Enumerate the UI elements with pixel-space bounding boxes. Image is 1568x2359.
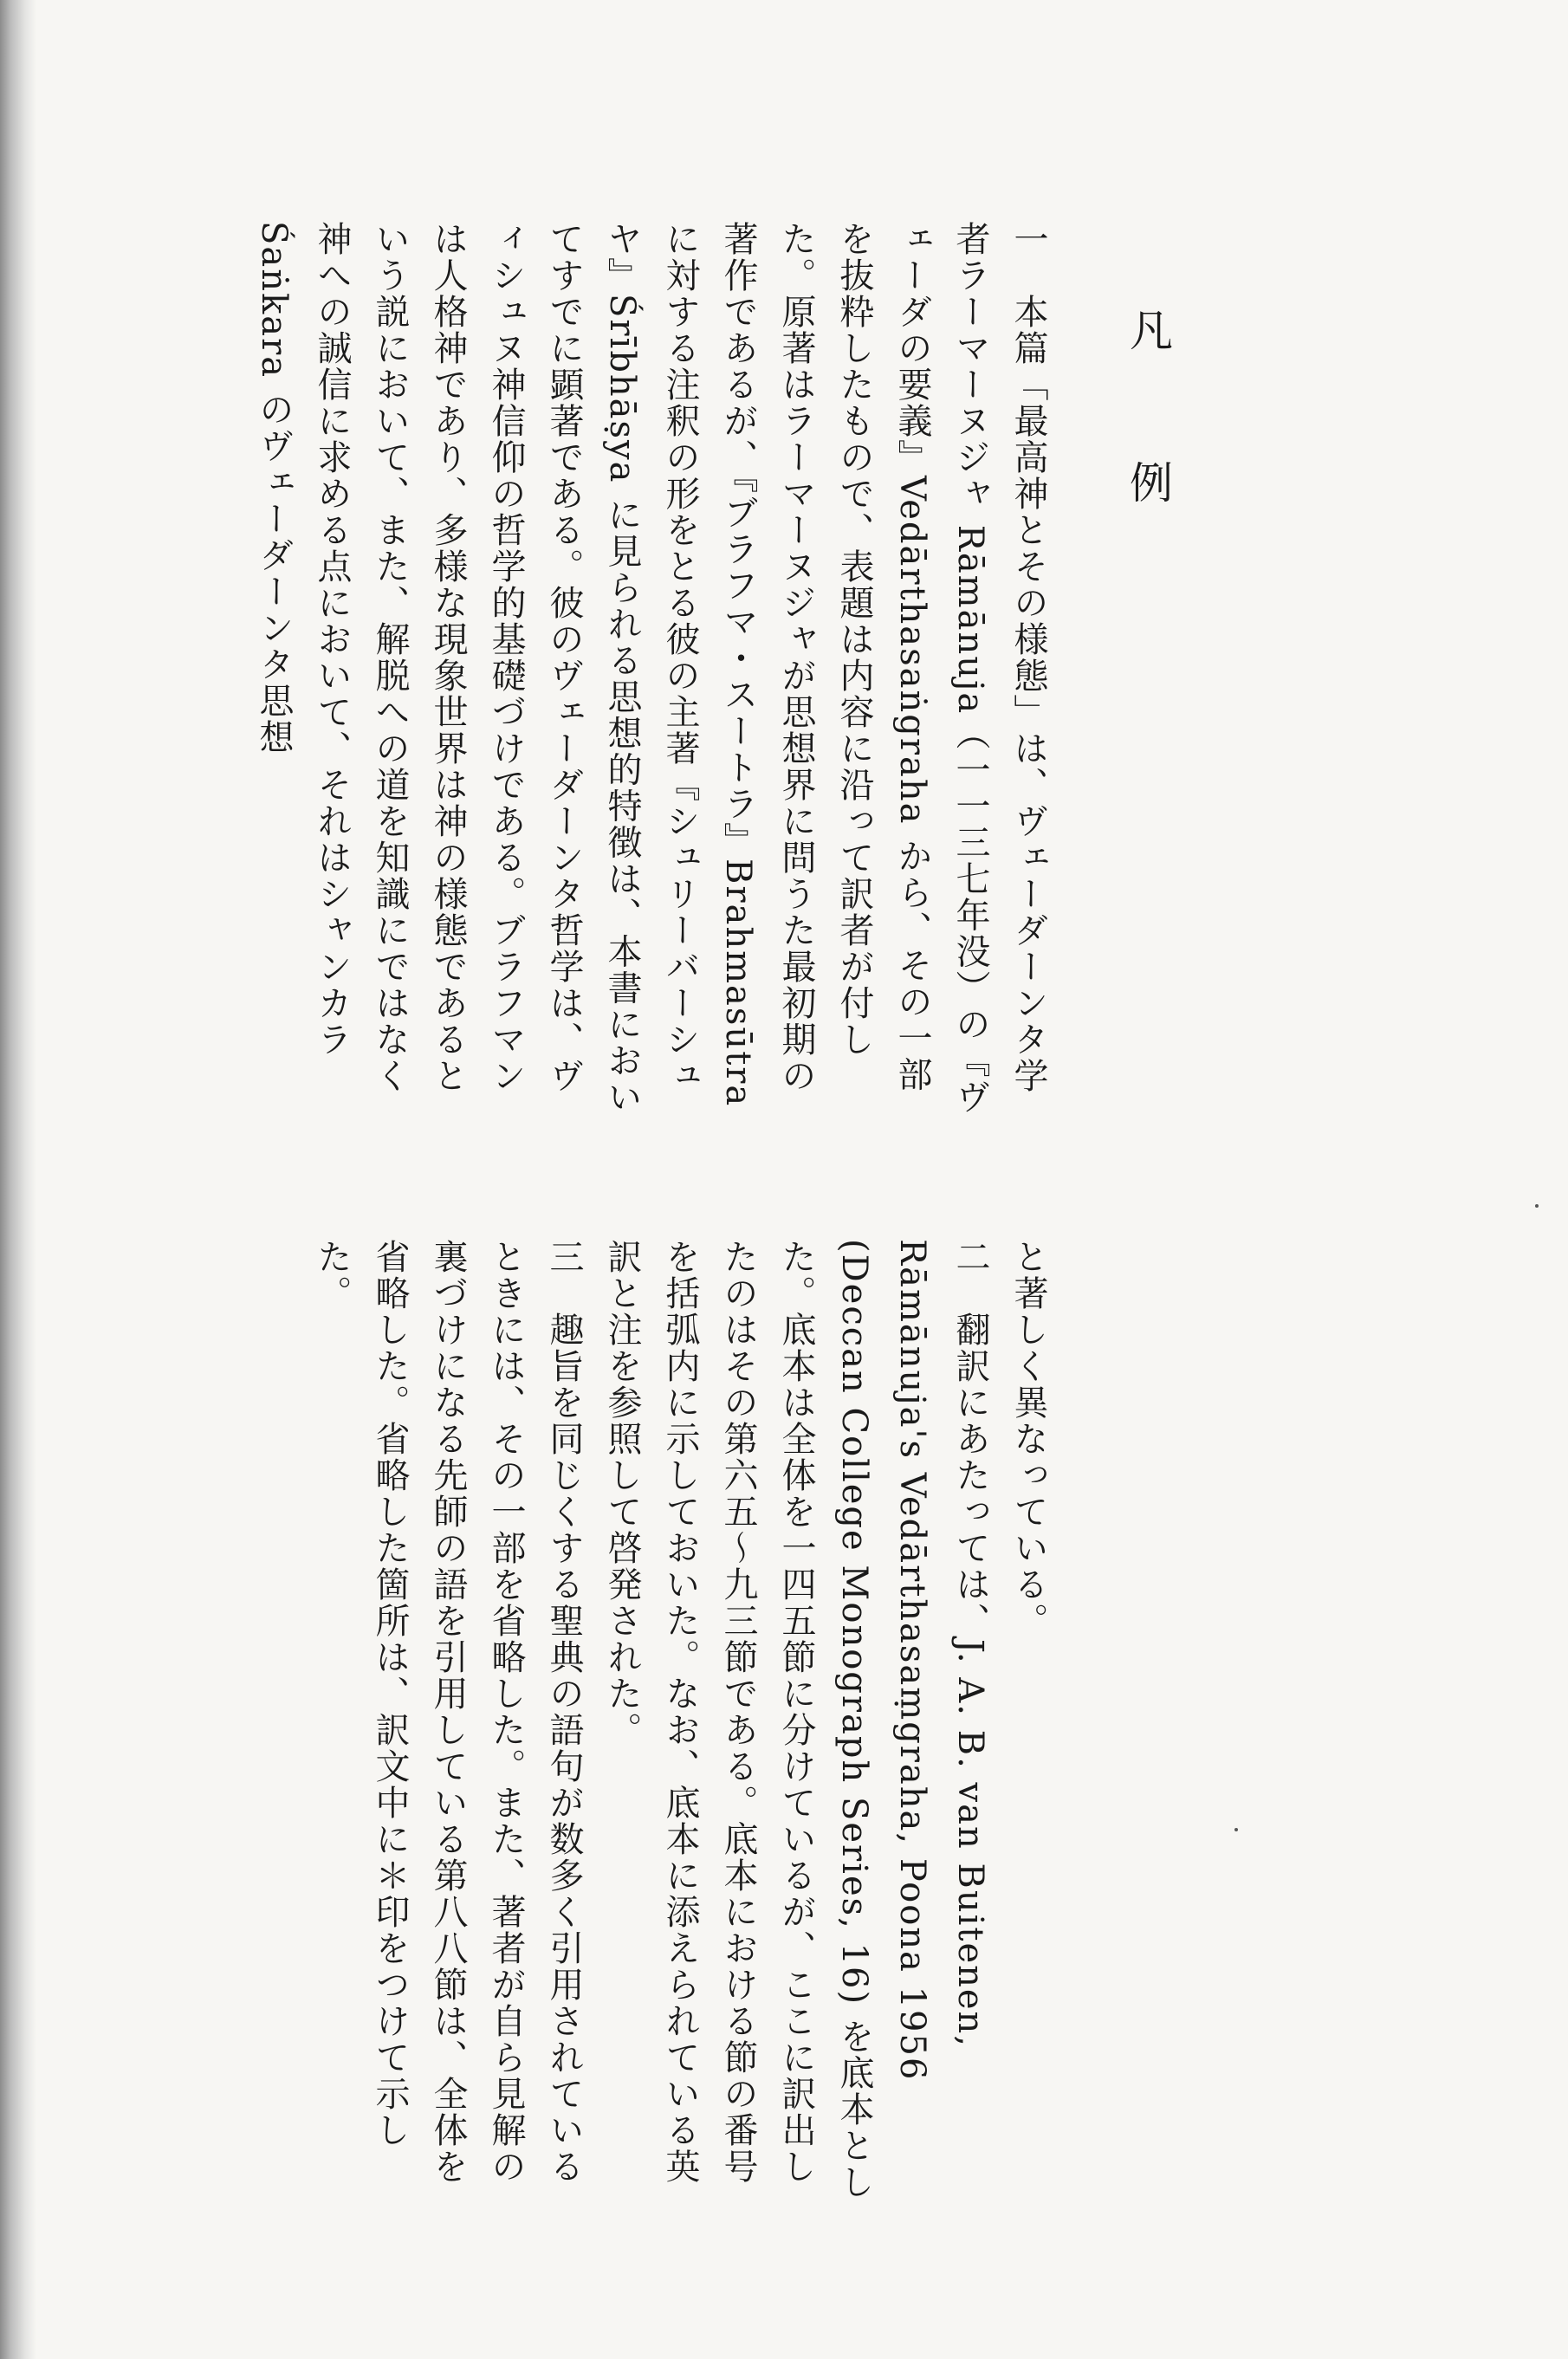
section-3-text: 趣旨を同じくする聖典の語句が数多く引用されているときには、その一部を省略した。また、著者が自ら見解の裏づけになる先師の語を引用している第八八節は、全体を省略した。省略した箇所は、訳文中に＊印をつけて示した。 [312, 1239, 584, 2185]
section-2-text: 翻訳にあたっては、J. A. B. van Buitenen, Rāmānuja's Vedārthasaṃgraha, Poona 1956 (Deccan College Monograph Series, 16) を底本とした。底本は全体を一四五節に分けているが、ここに訳出したのはその第六五〜九三節である。底本における節の番号を括弧内に示しておいた。なお、底本に添えられている英訳と注を参照して啓発された。 [602, 1239, 990, 2200]
scan-speck [1535, 1204, 1539, 1208]
section-1-text: 本篇「最高神とその様態」は、ヴェーダーンタ学者ラーマーヌジャ Rāmānuja（一一三七年没）の『ヴェーダの要義』Vedārthasaṅgraha から、その一部を抜粋したもので、表題は内容に沿って訳者が付した。原著はラーマーヌジャが思想界に問うた最初期の著作であるが、『ブラフマ・スートラ』Brahmasūtra に対する注釈の形をとる彼の主著『シュリーバーシュヤ』Śrībhāṣya に見られる思想的特徴は、本書においてすでに顕著である。彼のヴェーダーンタ哲学は、ヴィシュヌ神信仰の哲学的基礎づけである。ブラフマンは人格神であり、多様な現象世界は神の様態であるという説において、また、解脱への道を知識にではなく神への誠信に求める点において、それはシャンカラ Śaṅkara のヴェーダーンタ思想 [254, 221, 1048, 1116]
section-3 [302, 1239, 593, 2209]
upper-text-block [254, 221, 1057, 1122]
section-2 [593, 1239, 999, 2209]
page-title: 凡 例 [1123, 308, 1173, 536]
scan-speck [1234, 1828, 1238, 1831]
binding-shadow [0, 0, 36, 2359]
lower-text-block [312, 1239, 1057, 2209]
section-1 [244, 221, 1057, 1122]
section-3-number: 三 [544, 1239, 584, 1275]
section-1-number: 一 [1008, 221, 1048, 257]
section-2-number: 二 [950, 1239, 990, 1275]
section-1-continuation: と著しく異なっている。 [1008, 1239, 1048, 1639]
